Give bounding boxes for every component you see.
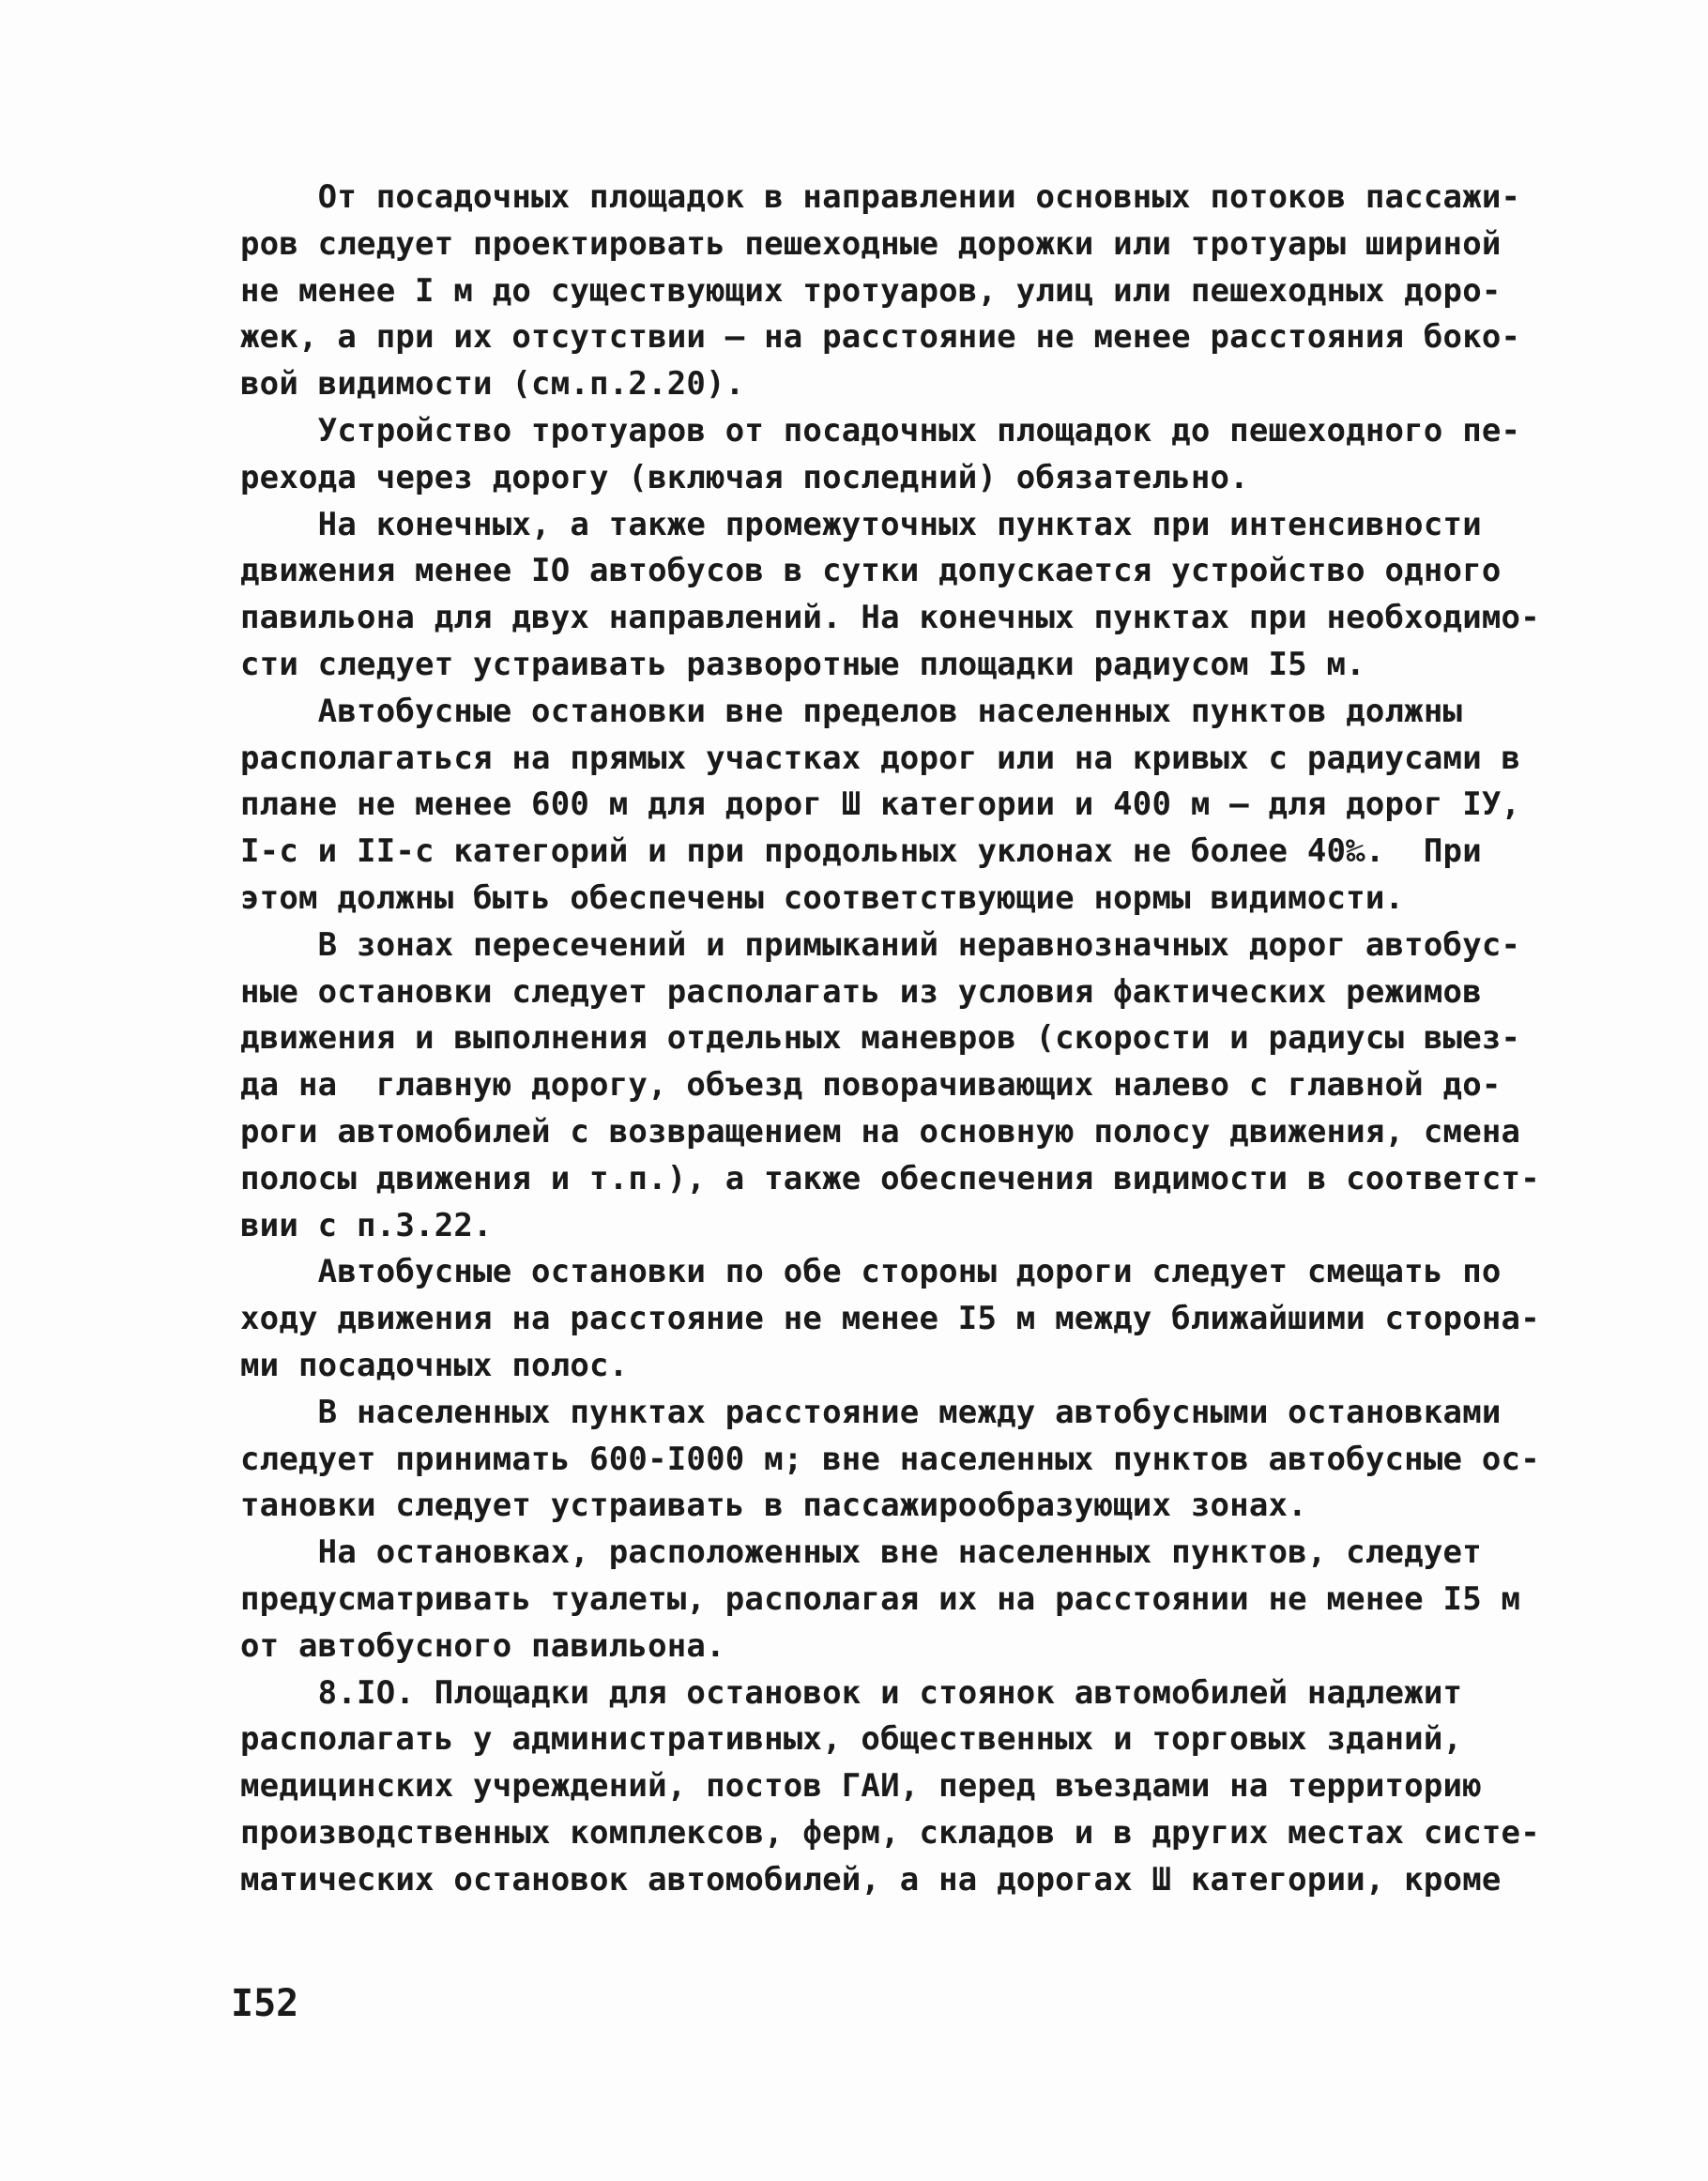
text-line: жек, а при их отсутствии – на расстояние не менее расстояния боко- — [240, 318, 1521, 357]
text-line: ные остановки следует располагать из условия фактических режимов — [240, 972, 1482, 1011]
text-line: медицинских учреждений, постов ГАИ, перед въездами на территорию — [240, 1767, 1482, 1806]
text-line: плане не менее 600 м для дорог Ш категории и 400 м – для дорог IУ, — [240, 785, 1521, 824]
text-line: ходу движения на расстояние не менее I5 м между ближайшими сторона- — [240, 1300, 1540, 1338]
text-line: тановки следует устраивать в пассажирообразующих зонах. — [240, 1487, 1307, 1525]
text-line: 8.IO. Площадки для остановок и стоянок автомобилей надлежит — [240, 1673, 1463, 1712]
text-line: да на главную дорогу, объезд поворачивающих налево с главной до- — [240, 1066, 1502, 1105]
text-line: ров следует проектировать пешеходные дорожки или тротуары шириной — [240, 224, 1502, 263]
text-line: павильона для двух направлений. На конечных пунктах при необходимо- — [240, 599, 1540, 637]
text-line: предусматривать туалеты, располагая их на расстоянии не менее I5 м — [240, 1579, 1521, 1618]
text-line: На конечных, а также промежуточных пунктах при интенсивности — [240, 505, 1482, 543]
text-line: полосы движения и т.п.), а также обеспечения видимости в соответст- — [240, 1159, 1540, 1197]
text-line: I-с и II-с категорий и при продольных уклонах не более 40‰. При — [240, 832, 1482, 871]
text-line: сти следует устраивать разворотные площадки радиусом I5 м. — [240, 645, 1365, 683]
text-line: От посадочных площадок в направлении основных потоков пассажи- — [240, 178, 1521, 216]
text-line: Устройство тротуаров от посадочных площадок до пешеходного пе- — [240, 411, 1521, 450]
text-line: В зонах пересечений и примыканий неравнозначных дорог автобус- — [240, 925, 1521, 964]
text-line: движения менее IO автобусов в сутки допускается устройство одного — [240, 552, 1502, 590]
text-line: вой видимости (см.п.2.20). — [240, 365, 745, 404]
text-line: В населенных пунктах расстояние между автобусными остановками — [240, 1393, 1502, 1431]
text-line: не менее I м до существующих тротуаров, улиц или пешеходных доро- — [240, 271, 1502, 310]
text-line: этом должны быть обеспечены соответствующие нормы видимости. — [240, 878, 1405, 917]
text-line: рехода через дорогу (включая последний) обязательно. — [240, 458, 1249, 496]
text-line: Автобусные остановки по обе стороны дороги следует смещать по — [240, 1253, 1502, 1291]
text-line: вии с п.3.22. — [240, 1206, 493, 1244]
body-text — [240, 175, 1545, 1903]
text-line: располагаться на прямых участках дорог или на кривых с радиусами в — [240, 739, 1521, 777]
text-line: матических остановок автомобилей, а на дорогах Ш категории, кроме — [240, 1860, 1502, 1899]
text-line: производственных комплексов, ферм, складов и в других местах систе- — [240, 1813, 1540, 1852]
text-line: На остановках, расположенных вне населенных пунктов, следует — [240, 1533, 1482, 1572]
text-line: Автобусные остановки вне пределов населенных пунктов должны — [240, 692, 1463, 730]
text-line: ми посадочных полос. — [240, 1346, 629, 1384]
text-line: движения и выполнения отдельных маневров (скорости и радиусы выез- — [240, 1019, 1521, 1058]
text-line: роги автомобилей с возвращением на основную полосу движения, смена — [240, 1112, 1521, 1151]
page-number: I52 — [231, 1982, 299, 2025]
text-line: от автобусного павильона. — [240, 1626, 725, 1665]
text-line: следует принимать 600-I000 м; вне населенных пунктов автобусные ос- — [240, 1440, 1540, 1478]
text-line: располагать у административных, общественных и торговых зданий, — [240, 1720, 1463, 1759]
